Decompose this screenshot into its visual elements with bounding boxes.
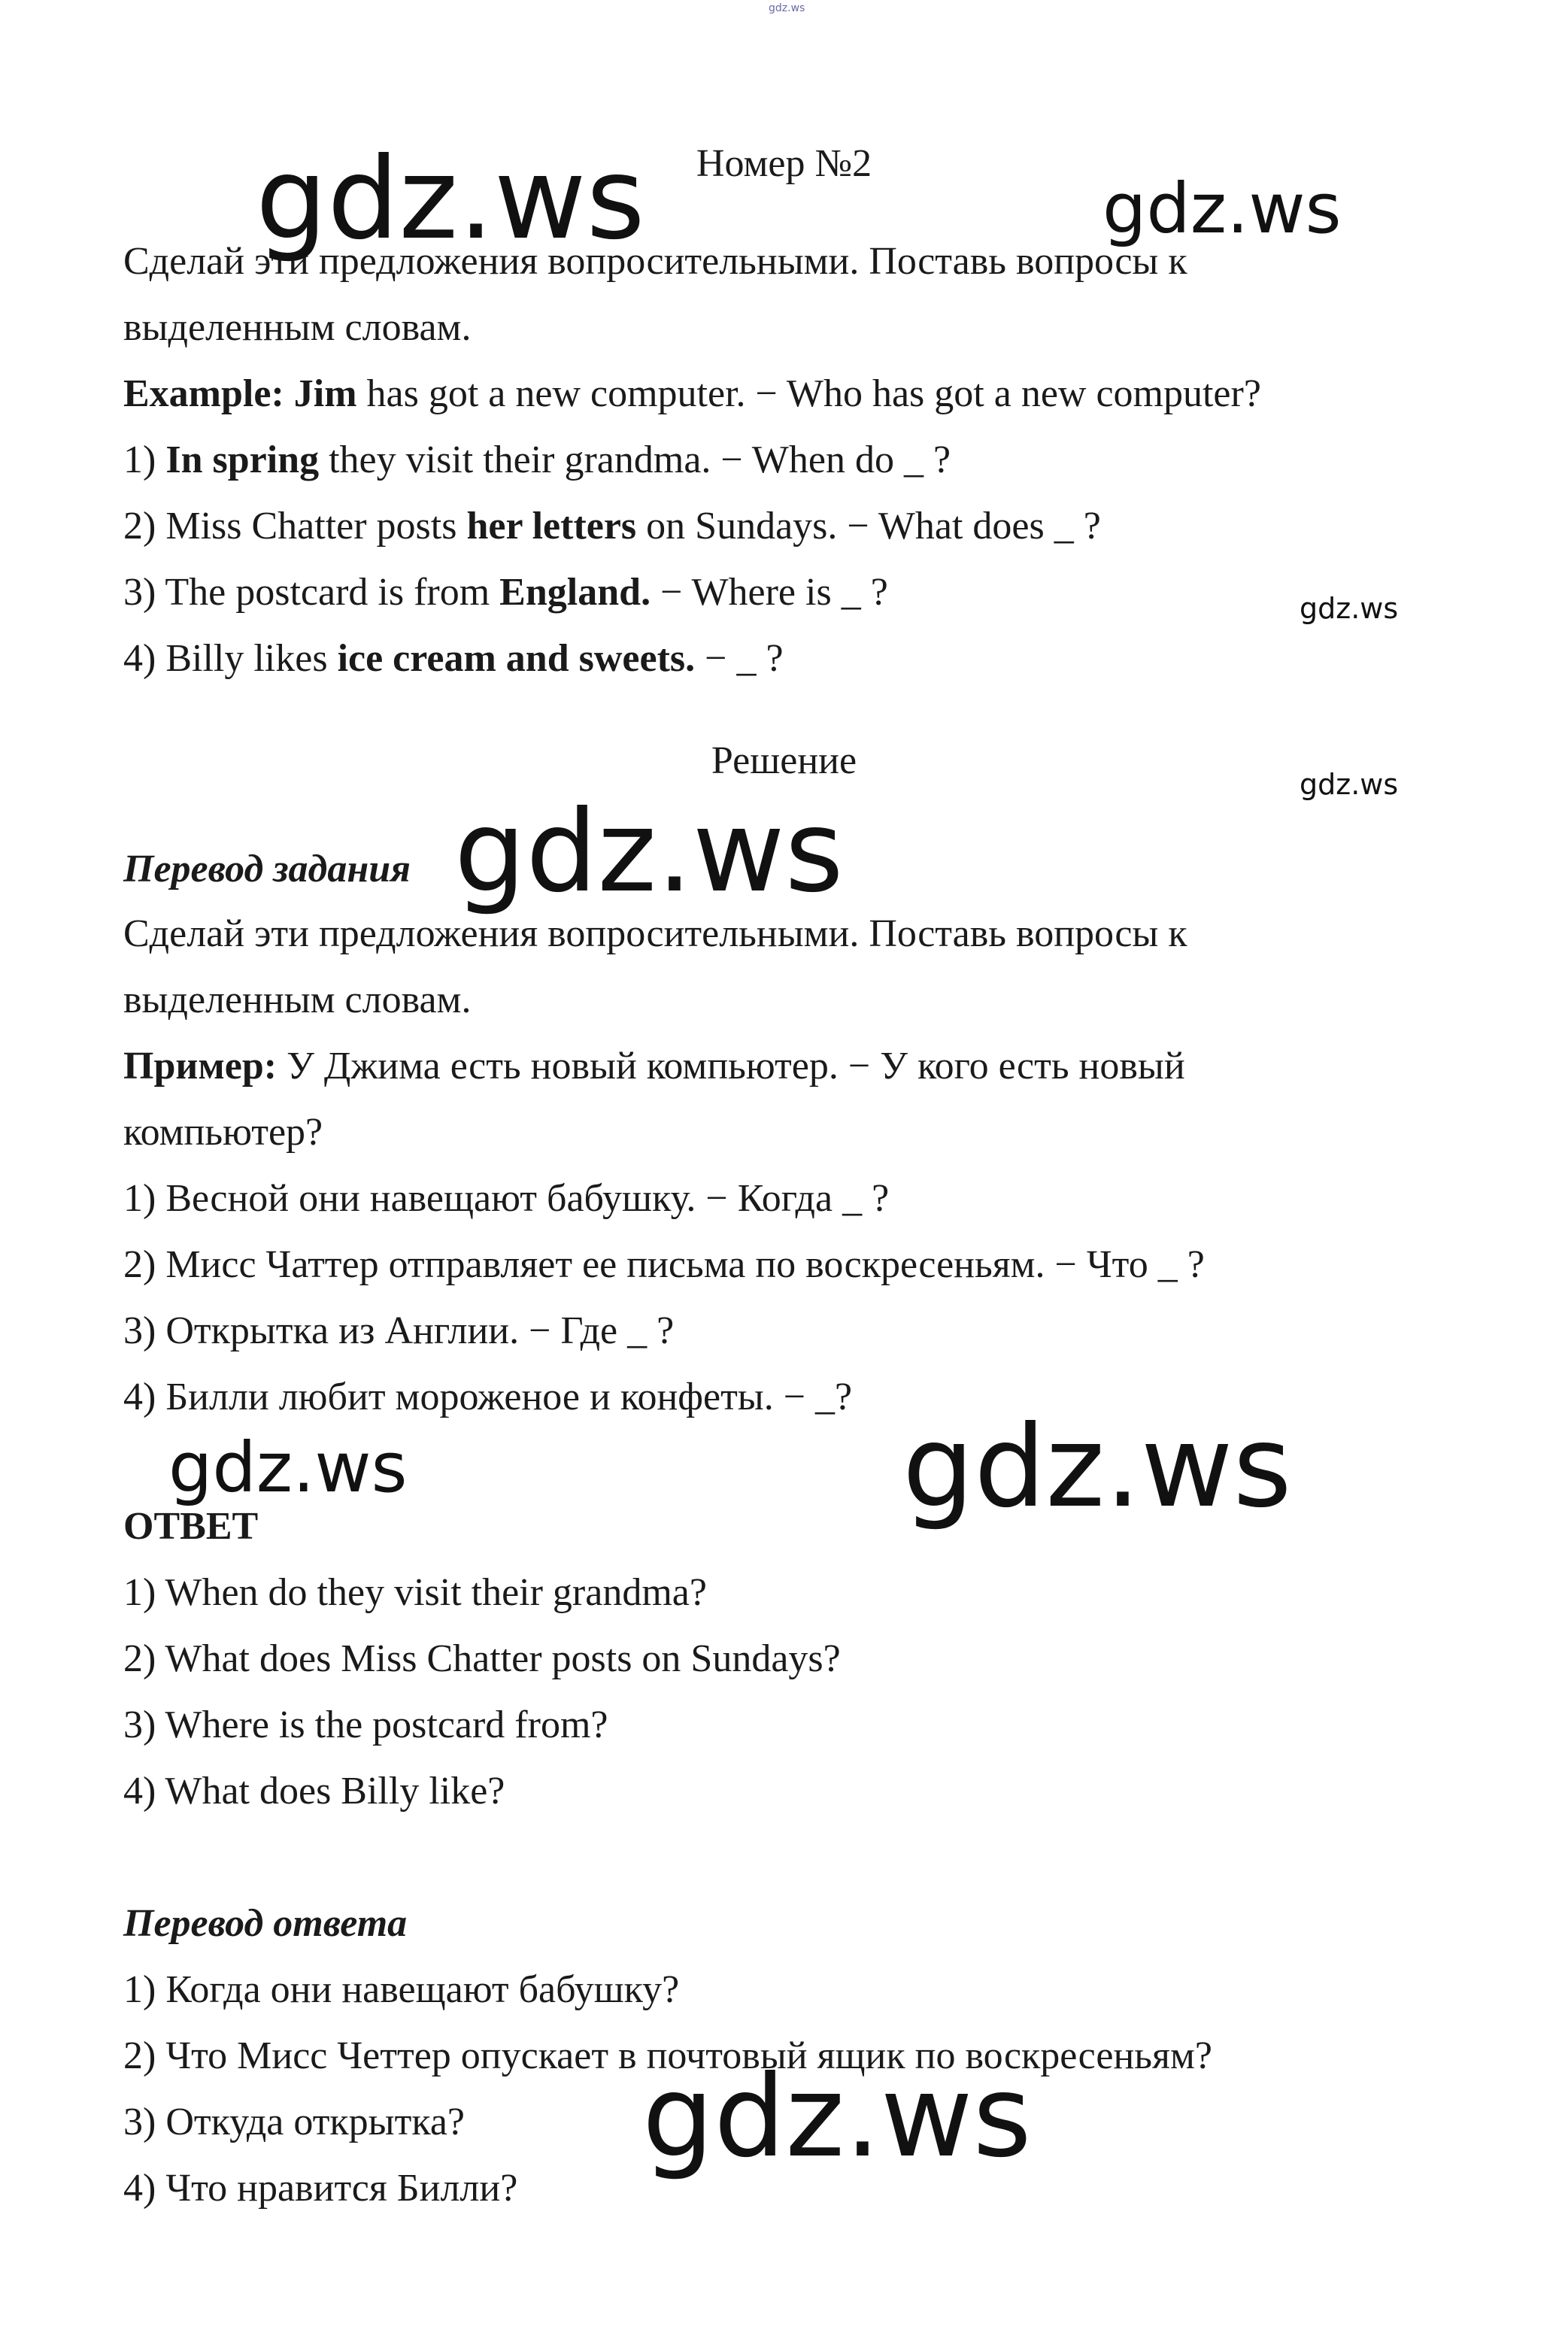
task-item-4 (123, 635, 784, 683)
example-bold-word: Jim (293, 372, 357, 415)
answer-item-1: 1) When do they visit their grandma? (123, 1571, 707, 1614)
answer-item-4: 4) What does Billy like? (123, 1770, 505, 1813)
translation-item-1: 1) Весной они навещают бабушку. − Когда _ ? (123, 1177, 890, 1220)
translation-instruction-line2: выделенным словам. (123, 978, 472, 1021)
task-item-num: 1) (123, 438, 166, 481)
task-item-2 (123, 502, 1101, 551)
task-example (123, 370, 1261, 418)
answer-translation-item-4: 4) Что нравится Билли? (123, 2167, 518, 2210)
task-item-post: − Where is _ ? (651, 571, 888, 614)
task-item-post: they visit their grandma. − When do _ ? (319, 438, 951, 481)
task-instruction-line2: выделенным словам. (123, 306, 472, 349)
watermark: gdz.ws (256, 134, 645, 265)
task-item-pre: Billy likes (165, 637, 338, 680)
answer-heading-text: ОТВЕТ (123, 1505, 259, 1548)
answer-item-3: 3) Where is the postcard from? (123, 1703, 608, 1746)
translation-heading: Перевод задания (123, 848, 411, 890)
task-item-bold: In spring (165, 438, 320, 481)
answer-item-2: 2) What does Miss Chatter posts on Sundays? (123, 1637, 841, 1680)
watermark: gdz.ws (902, 1402, 1292, 1533)
translation-example-text: У Джима есть новый компьютер. − У кого есть новый (277, 1045, 1185, 1088)
answer-translation-heading: Перевод ответа (123, 1902, 408, 1945)
task-instruction-line1: Сделай эти предложения вопросительными. Поставь вопросы к (123, 240, 1187, 283)
watermark: gdz.ws (1300, 768, 1399, 801)
translation-example-line2: компьютер? (123, 1111, 323, 1154)
task-item-num: 4) (123, 637, 166, 680)
answer-translation-item-3: 3) Откуда открытка? (123, 2101, 465, 2143)
page-title: Номер №2 (696, 142, 872, 185)
solution-heading: Решение (711, 739, 857, 782)
task-item-num: 2) (123, 505, 166, 548)
translation-example-line1 (123, 1042, 1185, 1091)
answer-translation-item-2: 2) Что Мисс Четтер опускает в почтовый ящик по воскресеньям? (123, 2034, 1212, 2077)
watermark: gdz.ws (1102, 168, 1342, 249)
translation-example-label: Пример: (123, 1045, 278, 1088)
task-item-bold: ice cream and sweets. (337, 637, 696, 680)
example-label: Example: (123, 372, 284, 415)
task-item-pre: Miss Chatter posts (165, 505, 467, 548)
answer-heading (123, 1503, 258, 1551)
translation-instruction-line1: Сделай эти предложения вопросительными. Поставь вопросы к (123, 912, 1187, 955)
task-item-num: 3) (123, 571, 165, 614)
translation-item-2: 2) Мисс Чаттер отправляет ее письма по воскресеньям. − Что _ ? (123, 1243, 1205, 1286)
watermark: gdz.ws (1300, 592, 1399, 625)
watermark: gdz.ws (642, 2052, 1032, 2183)
watermark: gdz.ws (454, 787, 844, 918)
task-item-bold: England. (499, 571, 651, 614)
task-item-bold: her letters (466, 505, 637, 548)
translation-item-4: 4) Билли любит мороженое и конфеты. − _? (123, 1376, 853, 1418)
task-item-post: − _ ? (695, 637, 784, 680)
task-item-3 (123, 569, 888, 617)
task-item-1 (123, 436, 951, 484)
watermark-top: gdz.ws (769, 2, 805, 14)
answer-translation-item-1: 1) Когда они навещают бабушку? (123, 1968, 680, 2011)
translation-item-3: 3) Открытка из Англии. − Где _ ? (123, 1309, 675, 1352)
task-item-post: on Sundays. − What does _ ? (636, 505, 1101, 548)
example-text: has got a new computer. − Who has got a new computer? (356, 372, 1261, 415)
watermark: gdz.ws (168, 1427, 408, 1508)
task-item-pre: The postcard is from (165, 571, 500, 614)
